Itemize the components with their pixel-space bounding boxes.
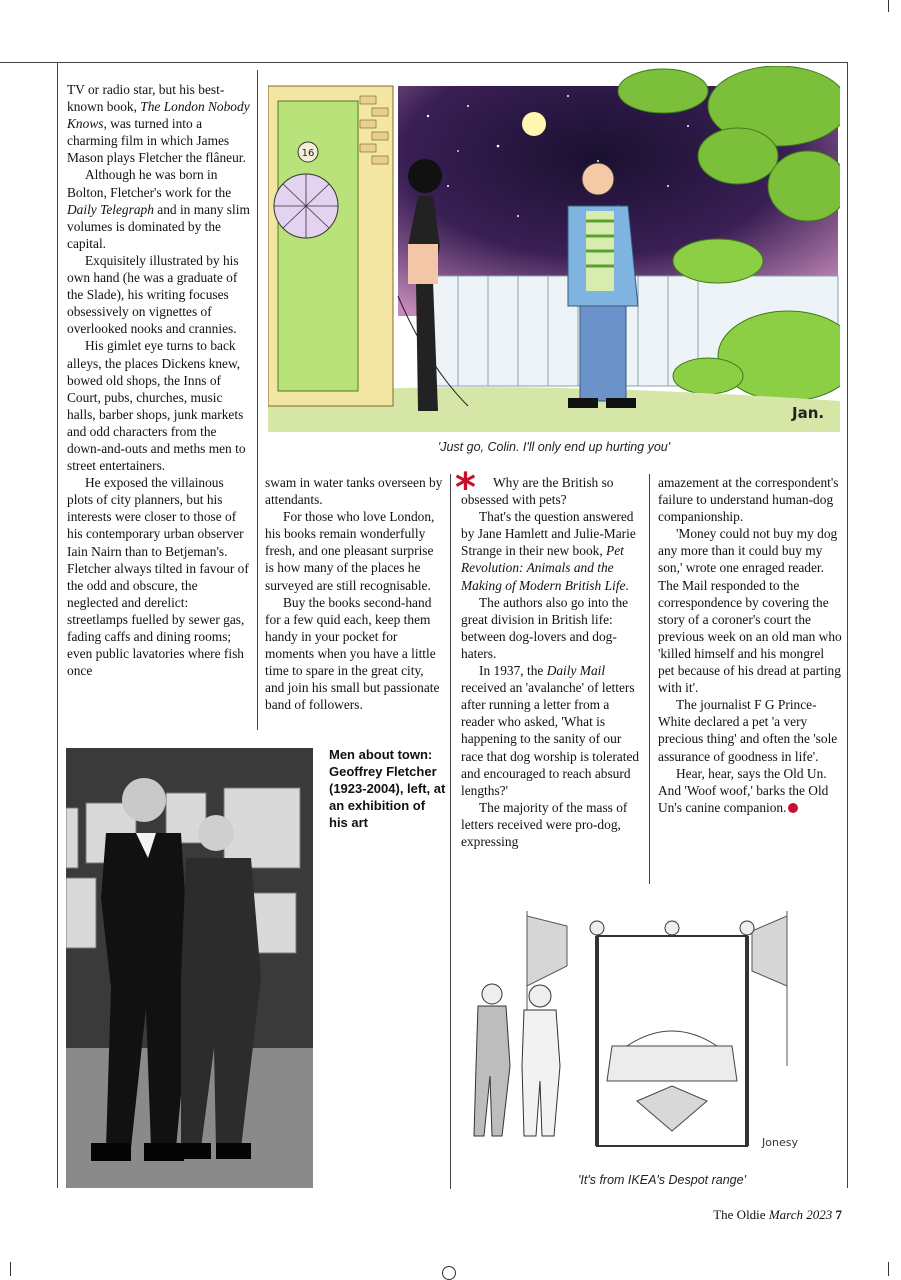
photo-fletcher-exhibition xyxy=(66,748,313,1188)
footer-page-number: 7 xyxy=(835,1207,842,1222)
text-run: Buy the books second-hand for a few quid each, keep them handy in your pocket for moments when you have a little time to spare in the great city, and join his small but passionate band of followers. xyxy=(265,594,440,713)
paragraph xyxy=(67,337,251,474)
text-run: was turned into a charming film in which James Mason plays Fletcher the flâneur. xyxy=(67,116,246,166)
text-run: The journalist F G Prince-White declared a pet 'a very precious thing' and often the 'sole assurance of goodness in life'. xyxy=(658,697,838,764)
paragraph xyxy=(67,252,251,337)
text-run: Although he was born in Bolton, Fletcher's work for the xyxy=(67,167,232,200)
footer-publication: The Oldie xyxy=(713,1207,766,1222)
column-rule-3 xyxy=(649,474,650,884)
paragraph xyxy=(461,594,643,662)
text-run: He exposed the villainous plots of city planners, but his interests were closer to those of his contemporary urban observer Iain Nairn than to Betjeman's. Fletcher always tilted in favour of the odd and obscure, the neglected and derelict: streetlamps fuelled by sewer gas, fading caffs and dining rooms; even public lavatories where fish once xyxy=(67,475,249,679)
paragraph xyxy=(67,81,251,166)
cartoon-1-caption: 'Just go, Colin. I'll only end up hurting you' xyxy=(437,440,671,454)
text-run: In 1937, the xyxy=(479,663,547,679)
photo-caption: Men about town: Geoffrey Fletcher (1923-2004), left, at an exhibition of his art xyxy=(329,747,446,830)
page-footer xyxy=(700,1207,842,1223)
article-column-3 xyxy=(455,465,643,850)
paragraph xyxy=(658,765,842,816)
cartoon-despot-bed xyxy=(462,906,824,1168)
registration-mark xyxy=(442,1266,456,1280)
paragraph xyxy=(658,525,842,696)
paragraph xyxy=(658,696,842,764)
text-run: amazement at the correspondent's failure to understand human-dog companionship. xyxy=(658,475,839,525)
footer-issue: March 2023 xyxy=(768,1207,833,1222)
text-run: . xyxy=(625,577,629,593)
text-run: Hear, hear, says the Old Un. And 'Woof woof,' barks the Old Un's canine companion. xyxy=(658,765,829,815)
right-rule xyxy=(847,62,848,1188)
svg-text:Jonesy: Jonesy xyxy=(762,1136,798,1149)
paragraph xyxy=(461,508,643,593)
text-run: Why are the British so obsessed with pets? xyxy=(461,475,614,508)
italic-text: Daily Mail xyxy=(546,663,606,679)
svg-text:Jan.: Jan. xyxy=(792,404,825,422)
text-run: swam in water tanks overseen by attendants. xyxy=(265,475,443,508)
paragraph xyxy=(67,474,251,679)
italic-text: The London Nobody Knows, xyxy=(67,99,250,132)
crop-mark-bottom-left xyxy=(10,1262,11,1276)
text-run: For those who love London, his books remain wonderfully fresh, and one pleasant surprise is how many of the places he surveyed are still recognisable. xyxy=(265,509,435,593)
paragraph xyxy=(461,662,643,799)
paragraph xyxy=(265,474,445,508)
text-run: Exquisitely illustrated by his own hand (he was a graduate of the Slade), his writing focuses obsessively on vignettes of overlooked nooks and crannies. xyxy=(67,252,239,337)
text-run: TV or radio star, but his best-known book, xyxy=(67,82,225,115)
top-rule xyxy=(0,62,848,63)
text-run: The majority of the mass of letters received were pro-dog, expressing xyxy=(461,799,628,849)
paragraph xyxy=(461,799,643,850)
end-mark-icon xyxy=(788,803,798,813)
paragraph xyxy=(67,166,251,251)
text-run: and in many slim volumes is dominated by the capital. xyxy=(67,201,250,251)
cartoon-2-caption: 'It's from IKEA's Despot range' xyxy=(578,1173,746,1187)
cartoon-bondage-doorstep xyxy=(268,66,840,432)
text-run: That's the question answered by Jane Hamlett and Julie-Marie Strange in their new book, xyxy=(461,509,636,559)
crop-mark-top-right xyxy=(888,0,889,12)
text-run: 'Money could not buy my dog any more than it could buy my son,' wrote one enraged reader. The Mail responded to the correspondence by covering the story of a coroner's court the previous week on an old man who 'killed himself and his mongrel pet because of his dread at parting with it'. xyxy=(658,526,842,696)
article-column-2 xyxy=(265,474,445,713)
paragraph xyxy=(461,474,643,508)
crop-mark-bottom-right xyxy=(888,1262,889,1276)
paragraph xyxy=(265,594,445,714)
text-run: His gimlet eye turns to back alleys, the places Dickens knew, bowed old shops, the Inns of Court, pubs, churches, music halls, barber shops, junk markets and odd characters from the down-and-outs and meths men to street entertainers. xyxy=(67,338,246,474)
article-column-1 xyxy=(67,81,251,679)
paragraph xyxy=(265,508,445,593)
text-run: received an 'avalanche' of letters after running a letter from a reader who asked, 'What is happening to the sanity of our race that dog worship is tolerated and encouraged to reach absurd lengths?' xyxy=(461,680,640,798)
italic-text: Daily Telegraph xyxy=(67,201,154,217)
left-rule xyxy=(57,62,58,1188)
italic-text: Pet Revolution: Animals and the Making of Modern British Life xyxy=(461,543,626,593)
text-run: The authors also go into the great division in British life: between dog-lovers and dog-haters. xyxy=(461,594,629,661)
column-rule-1 xyxy=(257,70,258,730)
article-column-4 xyxy=(658,474,842,816)
svg-text:16: 16 xyxy=(301,148,315,159)
paragraph xyxy=(658,474,842,525)
column-rule-2 xyxy=(450,474,451,1189)
asterisk-icon: * xyxy=(455,465,476,511)
